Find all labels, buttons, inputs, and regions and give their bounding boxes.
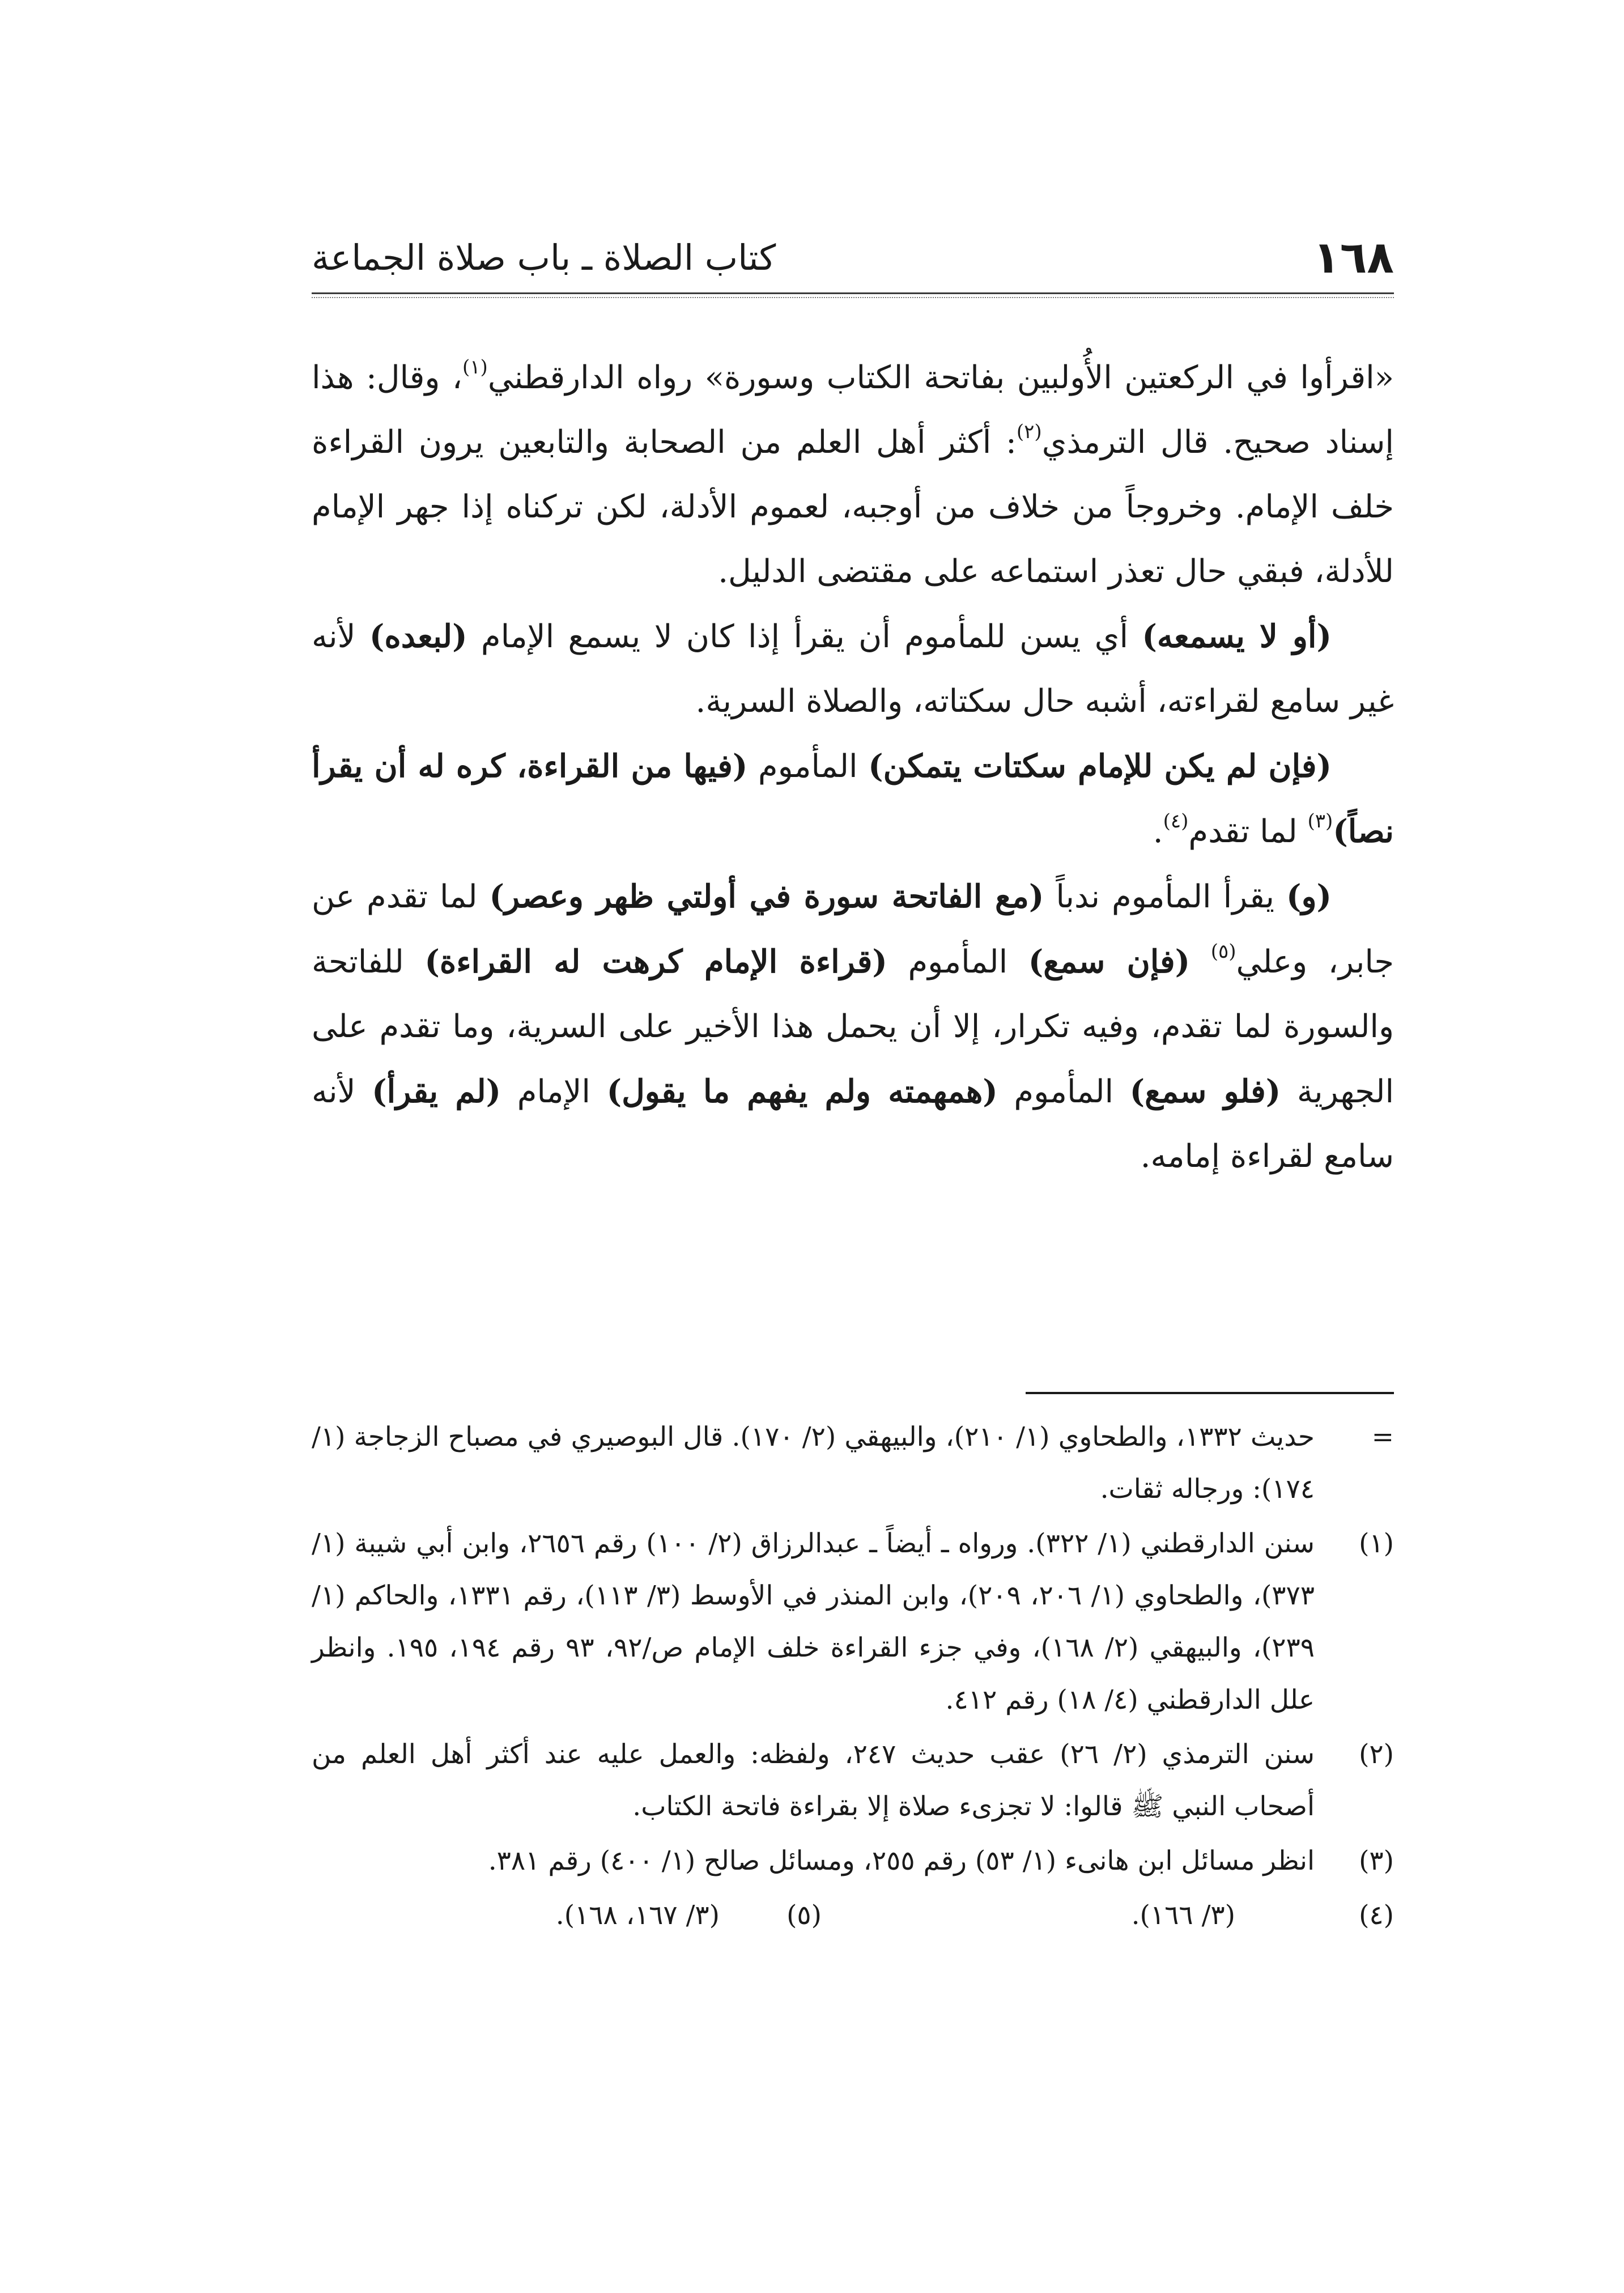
text-run: أي يسن للمأموم أن يقرأ إذا كان لا يسمع الإمام xyxy=(467,618,1142,655)
footnote-ref: (٣) xyxy=(1307,810,1333,833)
footnote-marker: (٥) xyxy=(787,1900,822,1931)
footnote-text: (٣/ ١٦٦). xyxy=(1131,1900,1235,1931)
footnote-marker: (٢) xyxy=(1359,1739,1394,1770)
text-run: . xyxy=(1153,813,1163,850)
text-run: لما تقدم xyxy=(1188,813,1308,850)
running-title: كتاب الصلاة ـ باب صلاة الجماعة xyxy=(312,237,776,278)
matn-text: (فلو سمع) xyxy=(1129,1073,1281,1110)
matn-text: (قراءة الإمام كرهت له القراءة) xyxy=(424,943,887,980)
text-run: لأنه سامع لقراءة إمامه. xyxy=(312,1073,1394,1175)
text-run: : أكثر أهل العلم من الصحابة والتابعين يرون القراءة خلف الإمام. وخروجاً من خلاف من أوجبه، لعموم الأدلة، لكن تركناه إذا جهر الإمام للأدلة، فبقي حال تعذر استماعه على مقتضى الدليل. xyxy=(312,424,1394,590)
footnotes-4-5 xyxy=(312,1889,1394,1942)
text-run: لأنه غير سامع لقراءته، أشبه حال سكتاته، والصلاة السرية. xyxy=(312,618,1394,720)
matn-text: (و) xyxy=(1286,878,1332,915)
footnote-ref: (٢) xyxy=(1016,421,1042,443)
page-header xyxy=(312,232,1394,283)
footnote-marker: (٣) xyxy=(1359,1845,1394,1876)
matn-text: (فإن لم يكن للإمام سكتات يتمكن) xyxy=(868,748,1332,785)
matn-text: (أو لا يسمعه) xyxy=(1142,618,1332,655)
header-rule xyxy=(312,292,1394,294)
paragraph-1 xyxy=(312,346,1394,604)
footnotes xyxy=(312,1411,1394,1942)
main-text xyxy=(312,346,1394,1189)
footnote-text: سنن الدارقطني (١/ ٣٢٢). ورواه ـ أيضاً ـ عبدالرزاق (٢/ ١٠٠) رقم ٢٦٥٦، وابن أبي شيبة (١/ ٣٧٣)، والطحاوي (١/ ٢٠٦، ٢٠٩)، وابن المنذر في الأوسط (٣/ ١١٣)، رقم ١٣٣١، والحاكم (١/ ٢٣٩)، والبيهقي (٢/ ١٦٨)، وفي جزء القراءة خلف الإمام ص/٩٢، ٩٣ رقم ١٩٤، ١٩٥. وانظر علل الدارقطني (٤/ ١٨) رقم ٤١٢. xyxy=(312,1528,1315,1715)
text-run xyxy=(1190,944,1211,980)
footnote-2 xyxy=(312,1729,1394,1833)
footnote-ref: (٥) xyxy=(1210,940,1236,963)
footnote-text: (٣/ ١٦٧، ١٦٨). xyxy=(555,1900,720,1931)
footnote-marker: = xyxy=(1371,1421,1394,1453)
matn-text: (فإن سمع) xyxy=(1028,943,1191,980)
footnote-continued xyxy=(312,1411,1394,1515)
matn-text: (لبعده) xyxy=(369,618,467,655)
footnote-text: انظر مسائل ابن هانىء (١/ ٥٣) رقم ٢٥٥، ومسائل صالح (١/ ٤٠٠) رقم ٣٨١. xyxy=(488,1845,1315,1876)
footnote-marker: (٤) xyxy=(1359,1900,1394,1931)
matn-text: (مع الفاتحة سورة في أولتي ظهر وعصر) xyxy=(489,878,1044,915)
text-run: لما تقدم عن جابر، وعلي xyxy=(312,878,1395,980)
text-run: يقرأ المأموم ندباً xyxy=(1044,878,1286,915)
paragraph-4 xyxy=(312,864,1394,1189)
matn-text: (فيها من القراءة، كره له أن يقرأ نصاً) xyxy=(312,748,1394,850)
footnote-ref: (٤) xyxy=(1163,810,1189,833)
matn-text: (لم يقرأ) xyxy=(372,1073,501,1110)
text-run: المأموم xyxy=(747,748,869,785)
footnote-3 xyxy=(312,1835,1394,1887)
footnote-text: سنن الترمذي (٢/ ٢٦) عقب حديث ٢٤٧، ولفظه: والعمل عليه عند أكثر أهل العلم من أصحاب النبي ﷺ قالوا: لا تجزىء صلاة إلا بقراءة فاتحة الكتاب. xyxy=(312,1739,1315,1822)
text-run: المأموم xyxy=(997,1073,1130,1110)
text-run: المأموم xyxy=(887,944,1028,980)
footnote-separator xyxy=(1026,1392,1394,1394)
footnote-1 xyxy=(312,1518,1394,1726)
footnote-marker: (١) xyxy=(1359,1528,1394,1559)
text-run: «اقرأوا في الركعتين الأُولبين بفاتحة الكتاب وسورة» رواه الدارقطني xyxy=(487,359,1395,396)
text-run: ، وقال: هذا إسناد صحيح. قال الترمذي xyxy=(312,359,1394,461)
footnote-ref: (١) xyxy=(462,356,488,379)
text-run: الإمام xyxy=(501,1073,607,1110)
paragraph-2 xyxy=(312,604,1394,734)
footnote-text: حديث ١٣٣٢، والطحاوي (١/ ٢١٠)، والبيهقي (٢/ ١٧٠). قال البوصيري في مصباح الزجاجة (١/ ١٧٤): ورجاله ثقات. xyxy=(312,1421,1315,1505)
header-rule-dotted xyxy=(312,297,1394,298)
matn-text: (همهمته ولم يفهم ما يقول) xyxy=(606,1073,998,1110)
paragraph-3 xyxy=(312,734,1394,864)
page-number: ١٦٨ xyxy=(1313,232,1394,283)
text-run: للفاتحة والسورة لما تقدم، وفيه تكرار، إلا أن يحمل هذا الأخير على السرية، وما تقدم على الجهرية xyxy=(312,944,1395,1110)
